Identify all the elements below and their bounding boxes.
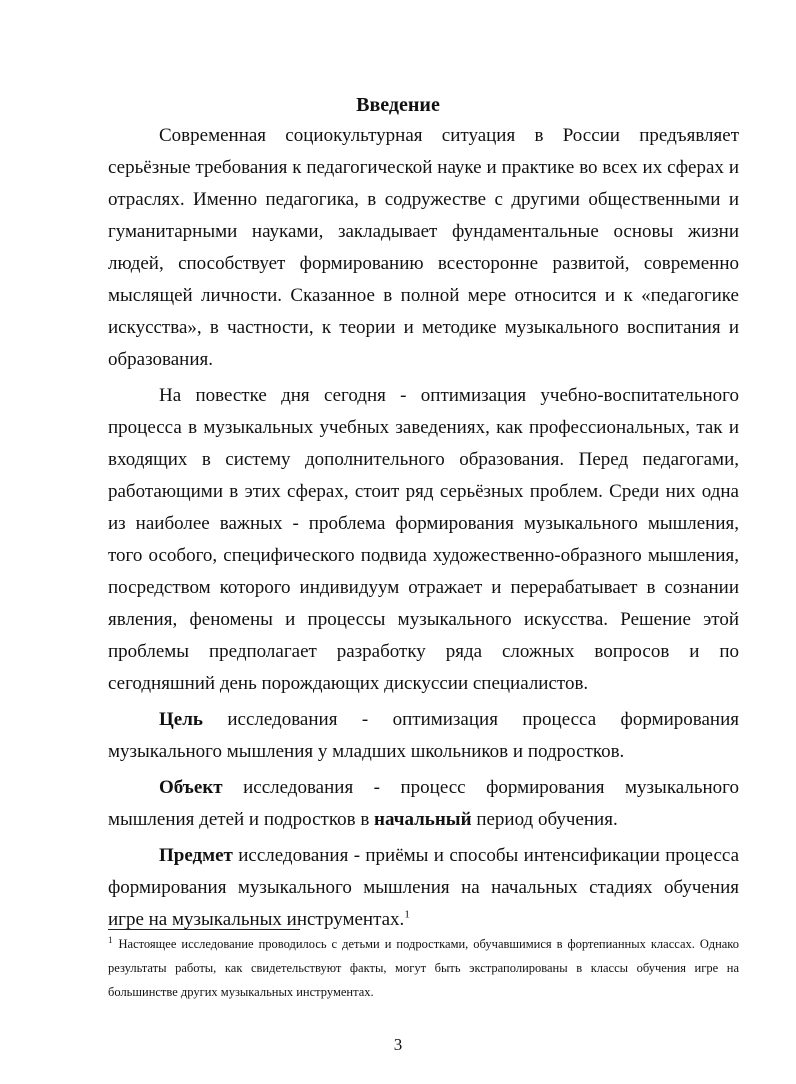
paragraph-object bbox=[108, 772, 739, 836]
footnote-text: Настоящее исследование проводилось с детьми и подростками, обучавшимися в фортепианных классах. Однако результаты работы, как свидетельствуют факты, могут быть экстраполированы в классы обучения игре на большинстве других музыкальных инструментах. bbox=[108, 937, 739, 999]
object-text-after: период обучения. bbox=[471, 809, 618, 830]
paragraph-subject bbox=[108, 840, 739, 936]
main-text bbox=[108, 120, 739, 938]
subject-text: исследования - приёмы и способы интенсификации процесса формирования музыкального мышления на начальных стадиях обучения игре на музыкальных инструментах. bbox=[108, 845, 739, 930]
page-number: 3 bbox=[393, 1035, 403, 1054]
goal-label: Цель bbox=[159, 709, 203, 730]
object-bold-word: начальный bbox=[374, 809, 472, 830]
page-title: Введение bbox=[356, 94, 440, 116]
footnote-divider bbox=[108, 929, 300, 930]
object-text-before: исследования - процесс формирования музыкального мышления детей и подростков в bbox=[108, 777, 739, 830]
object-label: Объект bbox=[159, 777, 223, 798]
paragraph-intro: Современная социокультурная ситуация в России предъявляет серьёзные требования к педагогической науке и практике во всех их сферах и отраслях. Именно педагогика, в содружестве с другими общественными и гуманитарными науками, закладывает фундаментальные основы жизни людей, способствует формированию всесторонне развитой, современно мыслящей личности. Сказанное в полной мере относится и к «педагогике искусства», в частности, к теории и методике музыкального воспитания и образования. bbox=[108, 125, 739, 370]
goal-text: исследования - оптимизация процесса формирования музыкального мышления у младших школьников и подростков. bbox=[108, 709, 739, 762]
paragraph-problem: На повестке дня сегодня - оптимизация учебно-воспитательного процесса в музыкальных учебных заведениях, как профессиональных, так и входящих в систему дополнительного образования. Перед педагогами, работающими в этих сферах, стоит ряд серьёзных проблем. Среди них одна из наиболее важных - проблема формирования музыкального мышления, того особого, специфического подвида художественно-образного мышления, посредством которого индивидуум отражает и перерабатывает в сознании явления, феномены и процессы музыкального искусства. Решение этой проблемы предполагает разработку ряда сложных вопросов и по сегодняшний день порождающих дискуссии специалистов. bbox=[108, 385, 739, 694]
paragraph-goal bbox=[108, 704, 739, 768]
subject-label: Предмет bbox=[159, 845, 233, 866]
footnote bbox=[108, 932, 739, 1004]
footnote-reference[interactable]: 1 bbox=[404, 908, 410, 921]
footnote-marker: 1 bbox=[108, 934, 113, 945]
